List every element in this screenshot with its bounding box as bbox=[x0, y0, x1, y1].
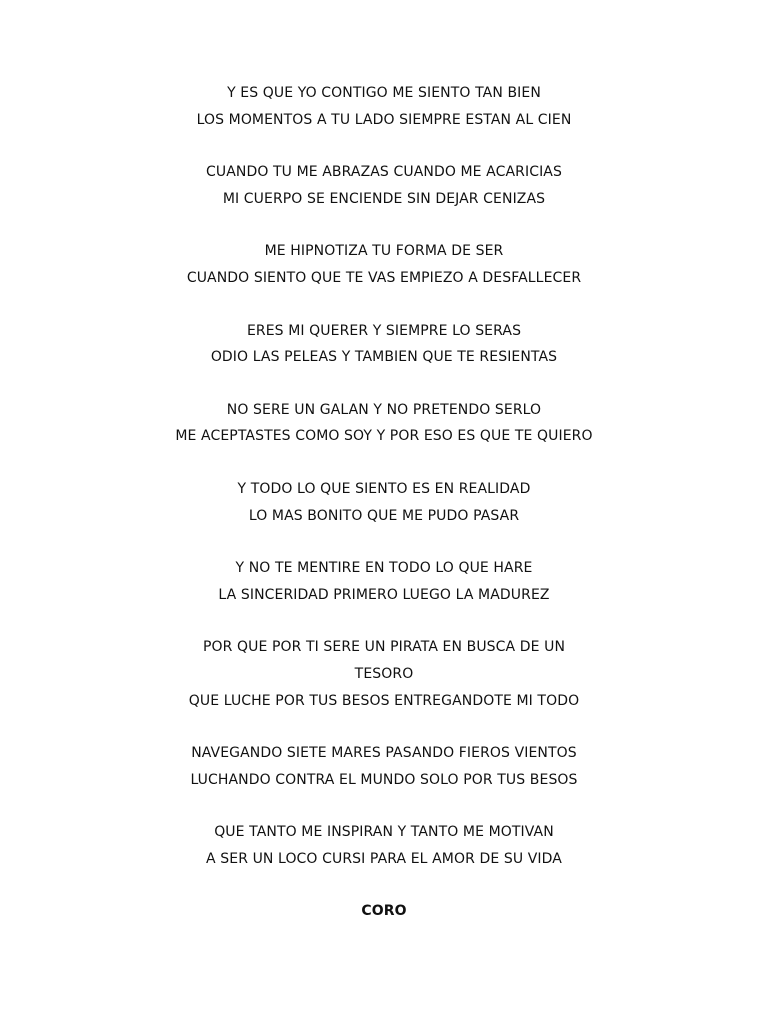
stanza bbox=[150, 476, 618, 529]
stanza bbox=[150, 740, 618, 793]
lyric-line: Y ES QUE YO CONTIGO ME SIENTO TAN BIEN bbox=[227, 85, 541, 101]
stanza bbox=[150, 80, 618, 133]
lyric-line: ODIO LAS PELEAS Y TAMBIEN QUE TE RESIENTAS bbox=[210, 349, 558, 366]
lyric-line: ME ACEPTASTES COMO SOY Y POR ESO ES QUE TE QUIERO bbox=[175, 428, 593, 445]
lyrics-body bbox=[150, 80, 618, 925]
lyric-line: MI CUERPO SE ENCIENDE SIN DEJAR CENIZAS bbox=[222, 190, 546, 207]
lyric-line: LOS MOMENTOS A TU LADO SIEMPRE ESTAN AL CIEN bbox=[196, 111, 572, 128]
stanza bbox=[150, 238, 618, 291]
stanza bbox=[150, 555, 618, 608]
stanza bbox=[150, 397, 618, 450]
lyric-line: TESORO bbox=[354, 665, 414, 682]
lyric-line: A SER UN LOCO CURSI PARA EL AMOR DE SU VIDA bbox=[206, 850, 562, 867]
lyric-line: ME HIPNOTIZA TU FORMA DE SER bbox=[264, 243, 504, 260]
lyric-line: LA SINCERIDAD PRIMERO LUEGO LA MADUREZ bbox=[218, 586, 550, 603]
lyric-line: POR QUE POR TI SERE UN PIRATA EN BUSCA DE UN bbox=[202, 639, 566, 656]
stanza bbox=[150, 159, 618, 212]
lyric-line: CUANDO SIENTO QUE TE VAS EMPIEZO A DESFALLECER bbox=[186, 269, 582, 286]
lyric-line: ERES MI QUERER Y SIEMPRE LO SERAS bbox=[246, 322, 522, 339]
lyric-line: LUCHANDO CONTRA EL MUNDO SOLO POR TUS BESOS bbox=[190, 771, 578, 788]
lyric-line: CUANDO TU ME ABRAZAS CUANDO ME ACARICIAS bbox=[206, 164, 562, 181]
chorus-label: CORO bbox=[361, 903, 407, 920]
lyric-line: LO MAS BONITO QUE ME PUDO PASAR bbox=[248, 507, 520, 524]
stanza bbox=[150, 634, 618, 714]
lyric-line: NAVEGANDO SIETE MARES PASANDO FIEROS VIENTOS bbox=[191, 745, 577, 762]
lyric-line: NO SERE UN GALAN Y NO PRETENDO SERLO bbox=[226, 401, 542, 418]
lyric-line: Y TODO LO QUE SIENTO ES EN REALIDAD bbox=[237, 480, 531, 497]
stanza bbox=[150, 819, 618, 872]
stanza bbox=[150, 318, 618, 371]
lyric-line: QUE LUCHE POR TUS BESOS ENTREGANDOTE MI TODO bbox=[188, 692, 580, 709]
lyric-line: Y NO TE MENTIRE EN TODO LO QUE HARE bbox=[235, 560, 533, 577]
lyric-line: QUE TANTO ME INSPIRAN Y TANTO ME MOTIVAN bbox=[214, 824, 554, 841]
